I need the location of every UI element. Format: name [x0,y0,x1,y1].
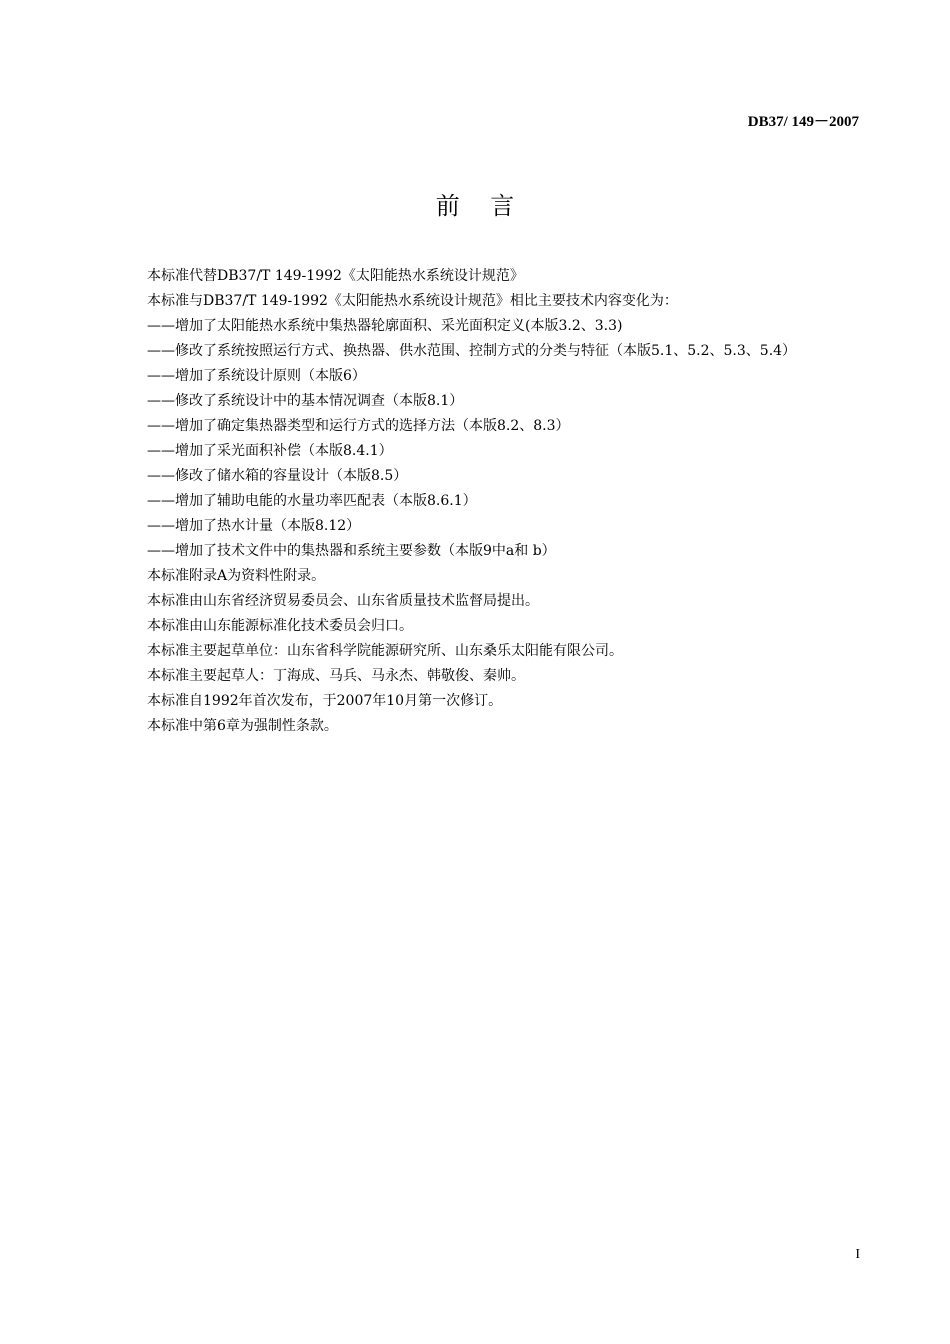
change-item: ——增加了系统设计原则（本版6） [147,368,366,384]
paragraph: 本标准主要起草人：丁海成、马兵、马永杰、韩敬俊、秦帅。 [147,668,525,684]
paragraph: 本标准中第6章为强制性条款。 [147,718,338,734]
paragraph: 本标准代替DB37/T 149-1992《太阳能热水系统设计规范》 [147,268,524,284]
change-item: ——增加了太阳能热水系统中集热器轮廓面积、采光面积定义(本版3.2、3.3) [147,318,623,334]
change-item: ——增加了辅助电能的水量功率匹配表（本版8.6.1） [147,493,477,509]
change-item: ——修改了系统按照运行方式、换热器、供水范围、控制方式的分类与特征（本版5.1、5.2、5.3、5.4） [147,343,797,359]
change-item: ——增加了技术文件中的集热器和系统主要参数（本版9中a和 b） [147,543,556,559]
paragraph: 本标准由山东省经济贸易委员会、山东省质量技术监督局提出。 [147,593,539,609]
paragraph: 本标准自1992年首次发布，于2007年10月第一次修订。 [147,693,503,709]
change-item: ——增加了热水计量（本版8.12） [147,518,361,534]
paragraph: 本标准附录A为资料性附录。 [147,568,326,584]
paragraph: 本标准与DB37/T 149-1992《太阳能热水系统设计规范》相比主要技术内容变化为： [147,293,678,309]
paragraph: 本标准由山东能源标准化技术委员会归口。 [147,618,413,634]
document-code: DB37/ 149－2007 [747,114,859,130]
page-title: 前 言 [435,192,515,220]
change-item: ——修改了系统设计中的基本情况调查（本版8.1） [147,393,464,409]
change-item: ——增加了采光面积补偿（本版8.4.1） [147,443,393,459]
paragraph: 本标准主要起草单位：山东省科学院能源研究所、山东桑乐太阳能有限公司。 [147,643,623,659]
change-item: ——增加了确定集热器类型和运行方式的选择方法（本版8.2、8.3） [147,418,570,434]
page-number: I [855,1247,860,1262]
change-item: ——修改了储水箱的容量设计（本版8.5） [147,468,408,484]
foreword-body [115,264,867,739]
